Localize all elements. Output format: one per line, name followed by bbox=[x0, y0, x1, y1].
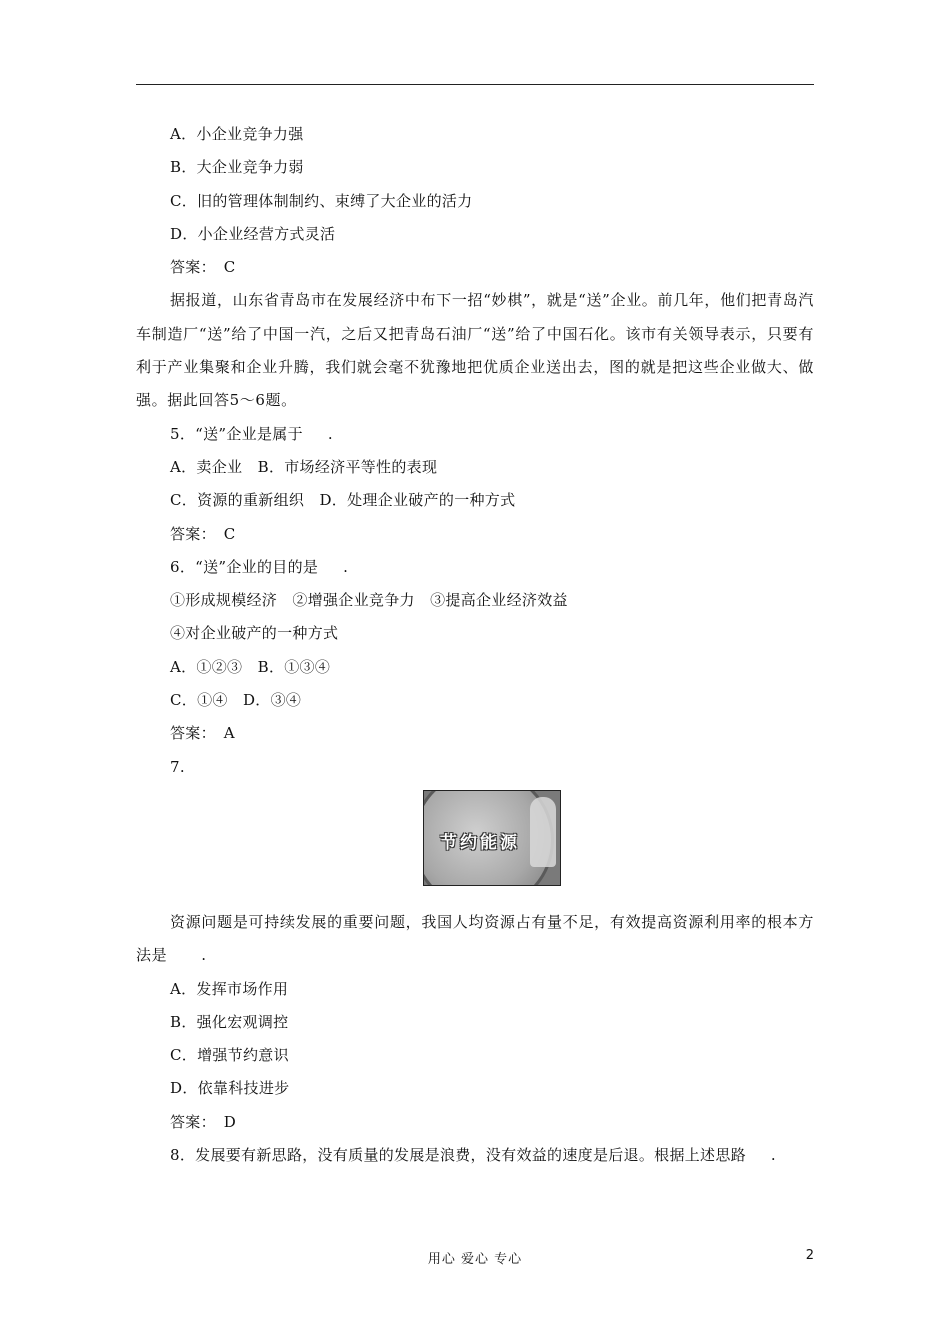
q6-blank: . bbox=[343, 557, 349, 576]
q7-option-c: C．增强节约意识 bbox=[170, 1046, 289, 1065]
page-number: 2 bbox=[805, 1248, 814, 1263]
footer-slogan: 用心 爱心 专心 bbox=[427, 1252, 523, 1267]
q5-stem bbox=[136, 418, 814, 451]
q7-stem bbox=[136, 906, 814, 973]
q5-stem-text: 5．“送”企业是属于 bbox=[170, 424, 303, 443]
q4-option-d: D．小企业经营方式灵活 bbox=[170, 224, 336, 243]
q6-options-row-1: A．①②③ B．①③④ bbox=[170, 657, 331, 676]
q7-blank: . bbox=[201, 946, 207, 965]
q6-answer: 答案： A bbox=[170, 724, 235, 743]
image-caption-text: 节约能源 bbox=[440, 832, 520, 853]
q5-options-row-2: C．资源的重新组织 D．处理企业破产的一种方式 bbox=[170, 491, 516, 510]
q7-option-a: A．发挥市场作用 bbox=[170, 979, 289, 998]
q4-answer: 答案： C bbox=[170, 258, 236, 277]
q7-option-d: D．依靠科技进步 bbox=[170, 1079, 290, 1098]
q5-answer: 答案： C bbox=[170, 524, 236, 543]
q6-stem bbox=[136, 551, 814, 584]
q5-blank: . bbox=[327, 424, 333, 443]
image-person-silhouette bbox=[530, 797, 556, 867]
q7-figure-area bbox=[136, 784, 814, 906]
q7-option-b: B．强化宏观调控 bbox=[170, 1012, 289, 1031]
q4-option-b: B．大企业竞争力弱 bbox=[170, 158, 304, 177]
passage: 据报道，山东省青岛市在发展经济中布下一招“妙棋”，就是“送”企业。前几年，他们把青岛汽车制造厂“送”给了中国一汽，之后又把青岛石油厂“送”给了中国石化。该市有关领导表示，只要有利于产业集聚和企业升腾，我们就会毫不犹豫地把优质企业送出去，图的就是把这些企业做大、做强。据此回答5～6题。 bbox=[136, 291, 814, 410]
q7-number: 7. bbox=[170, 757, 185, 776]
document-body bbox=[136, 118, 814, 1172]
q8-stem-text: 8．发展要有新思路，没有质量的发展是浪费，没有效益的速度是后退。根据上述思路 bbox=[170, 1146, 746, 1165]
q6-options-row-2: C．①④ D．③④ bbox=[170, 691, 302, 710]
q4-option-a: A．小企业竞争力强 bbox=[170, 125, 304, 143]
q7-stem-text: 资源问题是可持续发展的重要问题，我国人均资源占有量不足，有效提高资源利用率的根本方法是 bbox=[136, 912, 814, 965]
q6-stem-text: 6．“送”企业的目的是 bbox=[170, 557, 319, 576]
energy-saving-image bbox=[423, 790, 561, 886]
q7-answer: 答案： D bbox=[170, 1112, 237, 1131]
q5-options-row-1: A．卖企业 B．市场经济平等性的表现 bbox=[170, 457, 438, 476]
q6-items-row-2: ④对企业破产的一种方式 bbox=[170, 624, 339, 643]
q6-items-row-1: ①形成规模经济 ②增强企业竞争力 ③提高企业经济效益 bbox=[170, 591, 568, 610]
header-rule bbox=[136, 84, 814, 85]
q4-option-c: C．旧的管理体制制约、束缚了大企业的活力 bbox=[170, 191, 473, 210]
q8-blank: . bbox=[770, 1146, 776, 1165]
q8-stem bbox=[136, 1139, 814, 1172]
